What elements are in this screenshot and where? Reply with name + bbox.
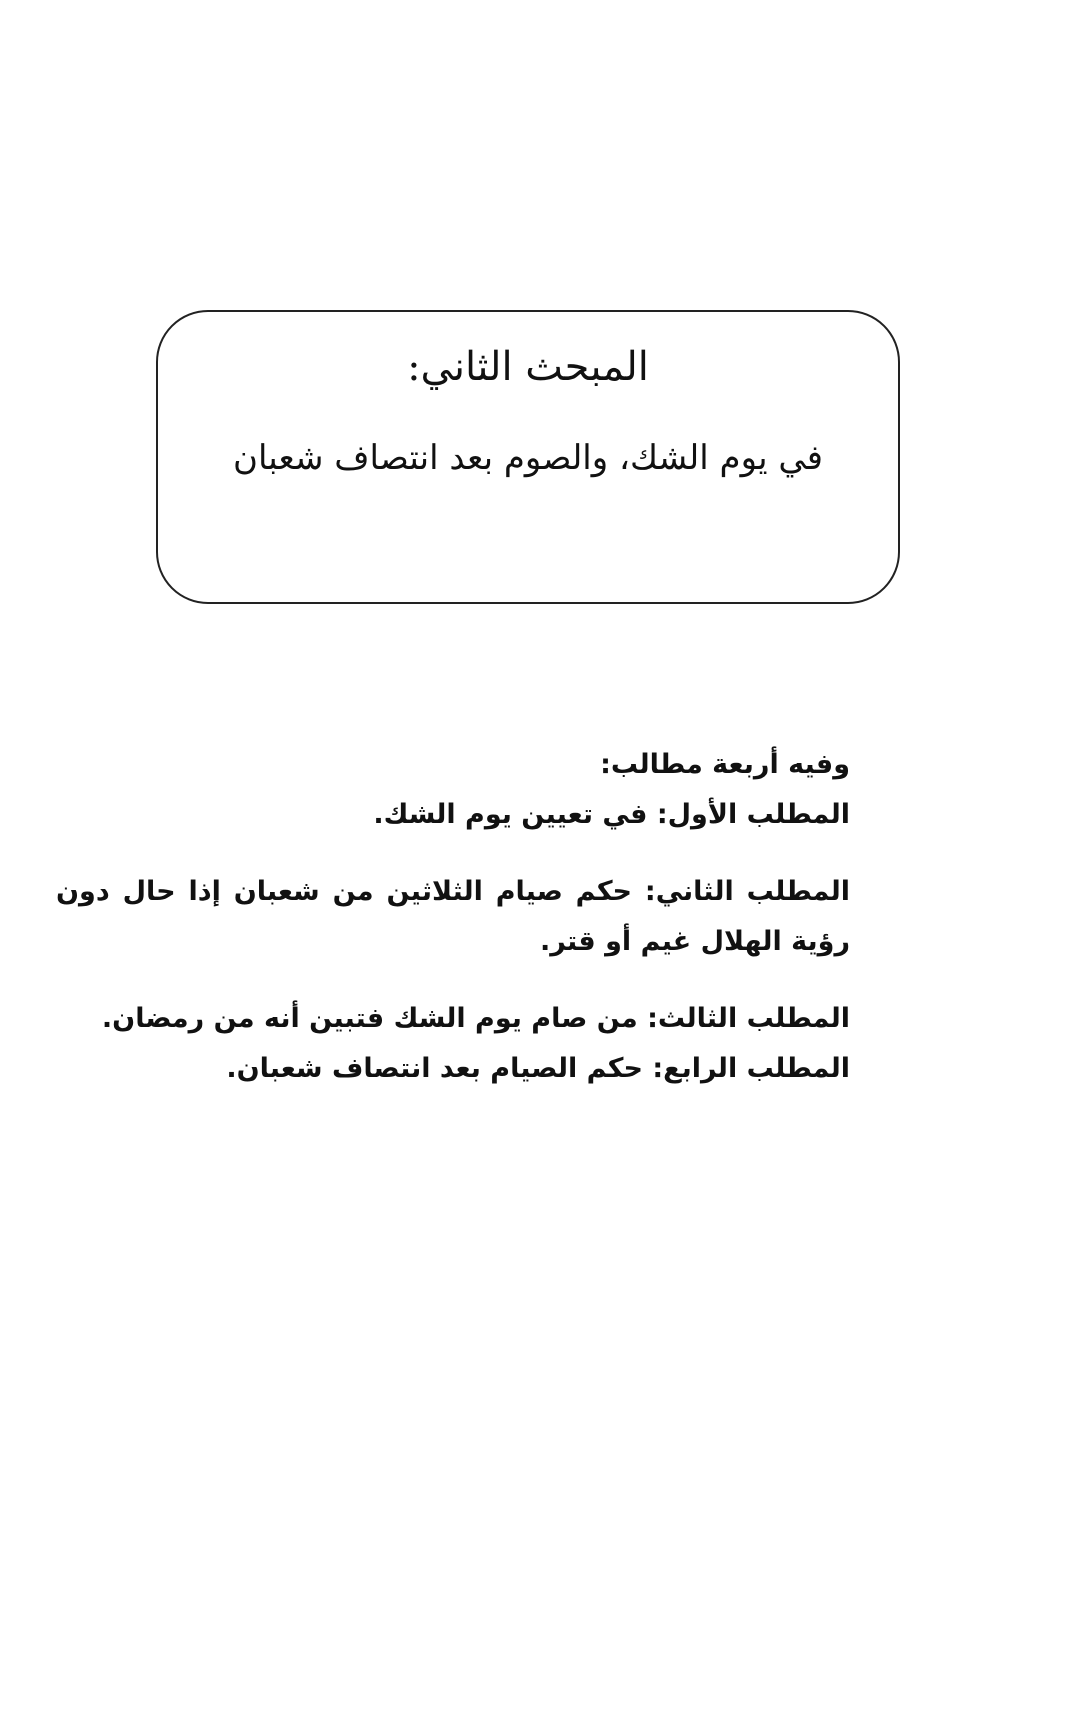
subsection-label: المطلب الثاني: [644, 876, 850, 907]
section-contents [56, 740, 850, 1094]
subsection-item [56, 1044, 850, 1094]
section-subtitle: في يوم الشك، والصوم بعد انتصاف شعبان [232, 438, 824, 478]
section-heading: المبحث الثاني: [407, 344, 649, 390]
subsection-item [56, 790, 850, 840]
subsection-text: حكم الصيام بعد انتصاف شعبان. [226, 1053, 643, 1084]
section-title-box [156, 310, 900, 604]
subsection-text: في تعيين يوم الشك. [373, 799, 648, 830]
subsection-label: المطلب الرابع: [652, 1053, 850, 1084]
subsection-text: حكم صيام الثلاثين من شعبان إذا حال دون رؤية الهلال غيم أو قتر. [56, 876, 850, 957]
subsection-text: من صام يوم الشك فتبين أنه من رمضان. [101, 1003, 638, 1034]
intro-line: وفيه أربعة مطالب: [600, 749, 850, 780]
subsection-item [56, 994, 850, 1044]
subsection-item [56, 867, 850, 967]
subsection-label: المطلب الثالث: [647, 1003, 850, 1034]
subsection-label: المطلب الأول: [656, 799, 850, 830]
